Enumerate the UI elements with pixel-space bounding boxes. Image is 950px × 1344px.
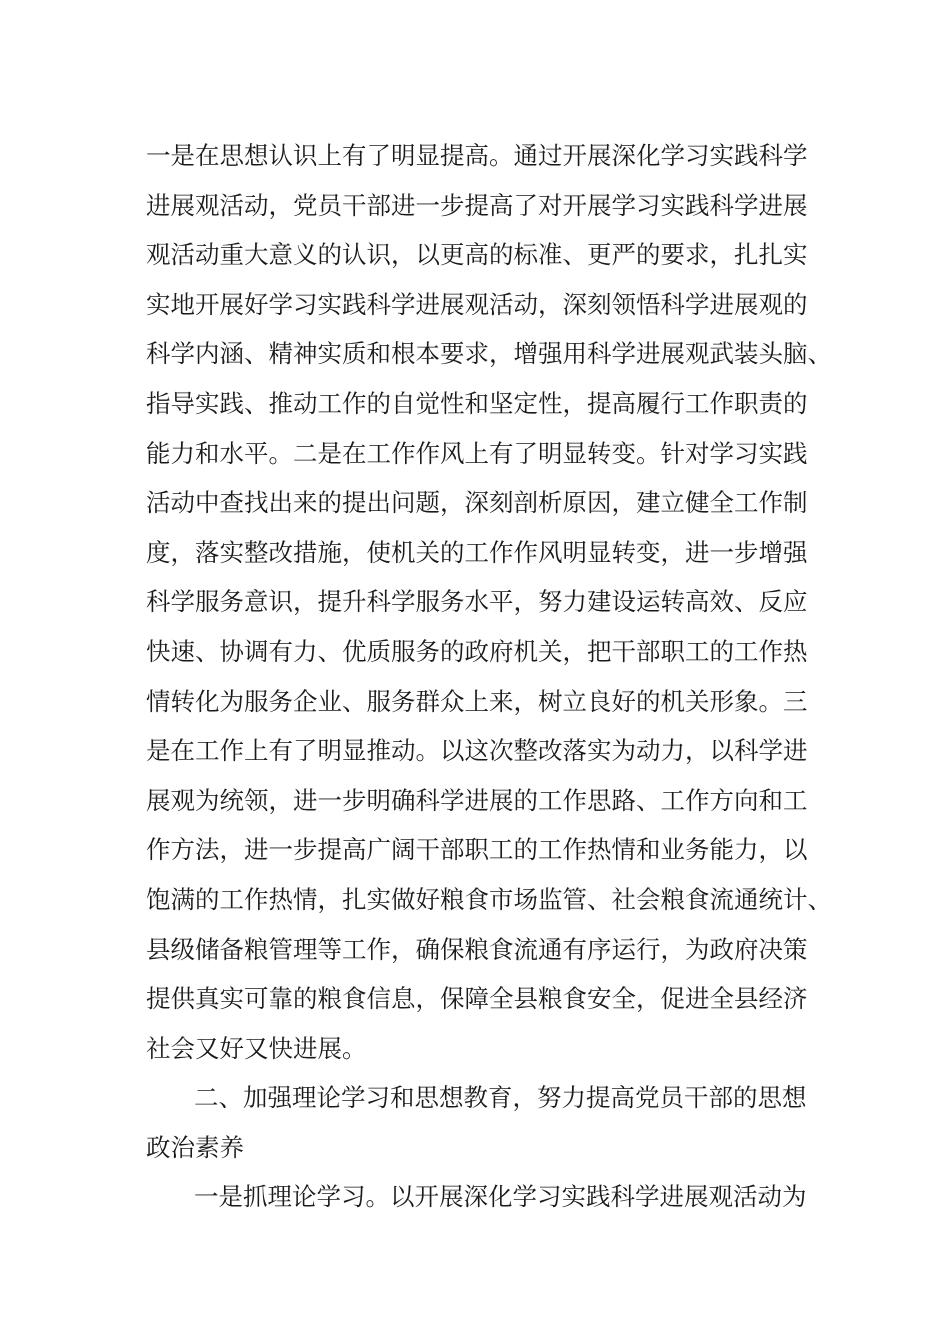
text-line: 快速、协调有力、优质服务的政府机关，把干部职工的工作热: [146, 636, 808, 666]
text-line: 实地开展好学习实践科学进展观活动，深刻领悟科学进展观的: [146, 289, 808, 319]
text-line: 观活动重大意义的认识，以更高的标准、更严的要求，扎扎实: [146, 240, 808, 270]
text-line: 社会又好又快进展。: [146, 1033, 367, 1063]
text-line: 指导实践、推动工作的自觉性和坚定性，提高履行工作职责的: [146, 388, 808, 418]
section-heading-line: 二、加强理论学习和思想教育，努力提高党员干部的思想: [194, 1083, 807, 1113]
text-line: 进展观活动，党员干部进一步提高了对开展学习实践科学进展: [146, 190, 808, 220]
text-line: 一是在思想认识上有了明显提高。通过开展深化学习实践科学: [146, 141, 808, 170]
text-line: 是在工作上有了明显推动。以这次整改落实为动力，以科学进: [146, 736, 808, 766]
text-line: 作方法，进一步提高广阔干部职工的工作热情和业务能力，以: [146, 835, 808, 865]
text-line: 能力和水平。二是在工作作风上有了明显转变。针对学习实践: [146, 438, 808, 468]
text-line: 活动中查找出来的提出问题，深刻剖析原因，建立健全工作制: [146, 488, 808, 518]
text-line: 饱满的工作热情，扎实做好粮食市场监管、社会粮食流通统计、: [146, 884, 832, 914]
text-line: 度，落实整改措施，使机关的工作作风明显转变，进一步增强: [146, 537, 808, 567]
section-heading-line: 政治素养: [146, 1132, 244, 1162]
text-line: 情转化为服务企业、服务群众上来，树立良好的机关形象。三: [146, 686, 808, 716]
text-line: 科学服务意识，提升科学服务水平，努力建设运转高效、反应: [146, 587, 808, 617]
text-line: 一是抓理论学习。以开展深化学习实践科学进展观活动为: [194, 1182, 807, 1212]
text-line: 科学内涵、精神实质和根本要求，增强用科学进展观武装头脑、: [146, 339, 832, 369]
body-text: [146, 131, 832, 1222]
text-line: 县级储备粮管理等工作，确保粮食流通有序运行，为政府决策: [146, 934, 808, 964]
text-line: 提供真实可靠的粮食信息，保障全县粮食安全，促进全县经济: [146, 984, 808, 1014]
text-line: 展观为统领，进一步明确科学进展的工作思路、工作方向和工: [146, 785, 808, 815]
